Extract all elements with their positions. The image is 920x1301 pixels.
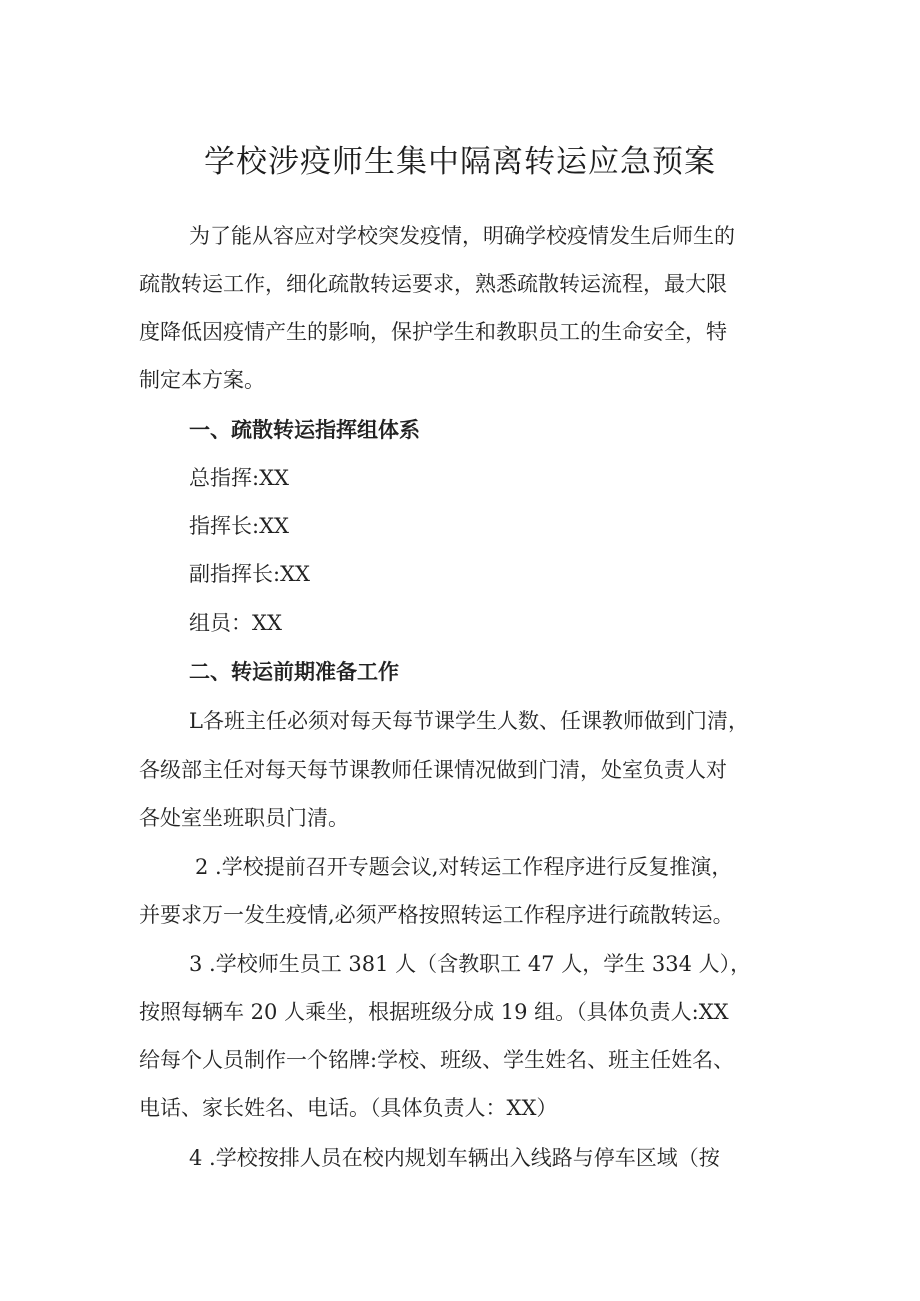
section2-heading: 二、转运前期准备工作: [189, 660, 399, 684]
intro-line-2: 疏散转运工作，细化疏散转运要求，熟悉疏散转运流程，最大限: [139, 272, 727, 296]
section1-item-deputy: 副指挥长:XX: [189, 562, 310, 586]
intro-line-3: 度降低因疫情产生的影响，保护学生和教职员工的生命安全，特: [139, 320, 727, 344]
section2-p2-line-1: 2 .学校提前召开专题会议,对转运工作程序进行反复推演，: [195, 855, 733, 879]
section1-item-members: 组员：XX: [189, 611, 282, 635]
section2-p1-line-2: 各级部主任对每天每节课教师任课情况做到门清，处室负责人对: [139, 758, 727, 782]
intro-line-4: 制定本方案。: [139, 368, 265, 392]
section1-heading: 一、疏散转运指挥组体系: [189, 418, 420, 442]
section2-p3-line-3: 给每个人员制作一个铭牌:学校、班级、学生姓名、班主任姓名、: [139, 1048, 735, 1072]
section1-item-chief: 指挥长:XX: [189, 514, 289, 538]
section2-p1-line-3: 各处室坐班职员门清。: [139, 806, 349, 830]
section2-p3-line-1: 3 .学校师生员工 381 人（含教职工 47 人，学生 334 人），: [189, 952, 752, 976]
section2-p4-line-1: 4 .学校按排人员在校内规划车辆出入线路与停车区域（按: [189, 1146, 720, 1170]
section2-p2-line-2: 并要求万一发生疫情,必须严格按照转运工作程序进行疏散转运。: [139, 903, 734, 927]
section2-p3-line-2: 按照每辆车 20 人乘坐，根据班级分成 19 组。（具体负责人:XX: [139, 1000, 729, 1024]
intro-line-1: 为了能从容应对学校突发疫情，明确学校疫情发生后师生的: [189, 224, 735, 248]
section2-p1-line-1: L各班主任必须对每天每节课学生人数、任课教师做到门清，: [189, 709, 749, 733]
document-title: 学校涉疫师生集中隔离转运应急预案: [204, 144, 716, 180]
section1-item-commander: 总指挥:XX: [189, 466, 289, 490]
section2-p3-line-4: 电话、家长姓名、电话。（具体负责人：XX）: [139, 1096, 558, 1120]
